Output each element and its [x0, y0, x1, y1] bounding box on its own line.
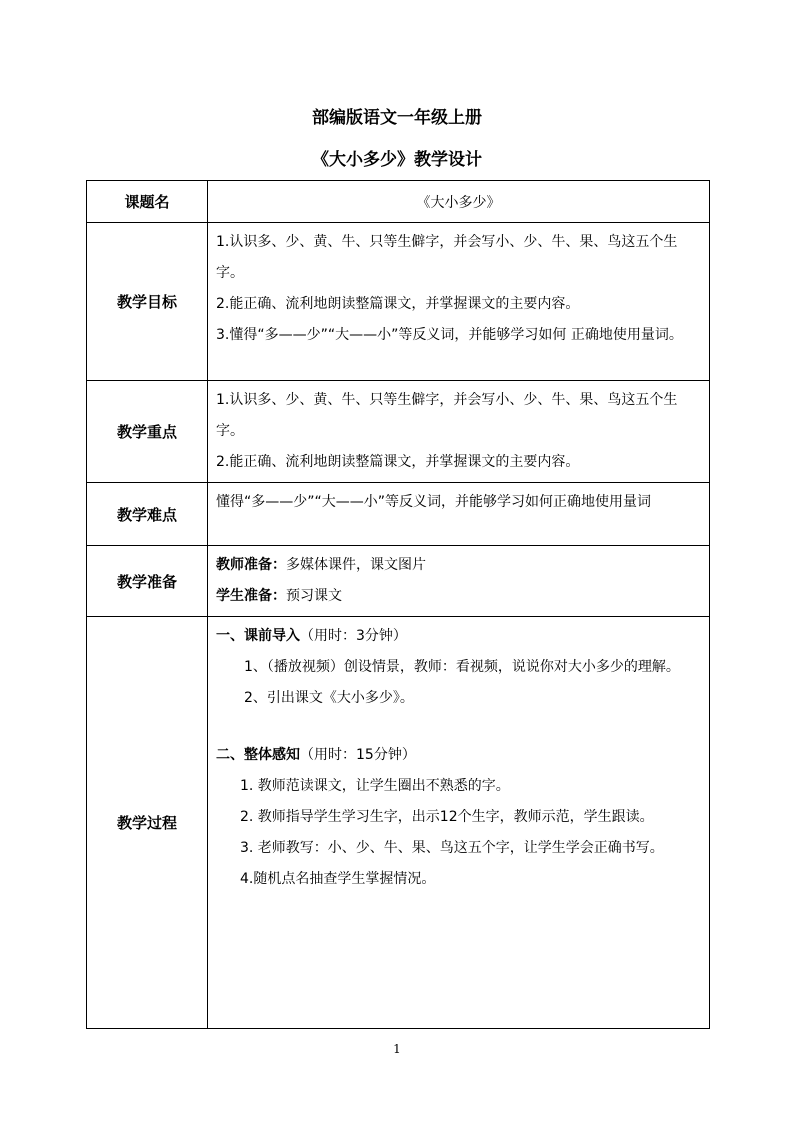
row-key-points: [87, 381, 710, 483]
preparation-content: [208, 546, 710, 617]
topic-label: 课题名: [87, 181, 208, 223]
row-topic: [87, 181, 710, 223]
page-number: 1: [393, 1042, 401, 1056]
document-subtitle: 《大小多少》教学设计: [312, 150, 482, 170]
teacher-preparation-text: 多媒体课件，课文图片: [286, 557, 426, 573]
objective-item: 1.认识多、少、黄、牛、只等生僻字，并会写小、少、牛、果、鸟这五个生字。: [216, 234, 678, 281]
preparation-label: 教学准备: [87, 546, 208, 617]
process-label: 教学过程: [87, 617, 208, 1029]
key-point-item: 1.认识多、少、黄、牛、只等生僻字，并会写小、少、牛、果、鸟这五个生字。: [216, 392, 678, 439]
objective-item: 3.懂得“多——少”“大——小”等反义词，并能够学习如何 正确地使用量词。: [216, 327, 683, 343]
process-item: 1. 教师范读课文，让学生圈出不熟悉的字。: [240, 778, 510, 794]
objective-item: 2.能正确、流利地朗读整篇课文，并掌握课文的主要内容。: [216, 296, 580, 312]
lesson-plan-table: [86, 180, 710, 1029]
key-points-label: 教学重点: [87, 381, 208, 483]
section2-time: （用时：15分钟）: [300, 747, 416, 763]
section-heading: [216, 621, 701, 652]
teacher-preparation: [216, 550, 701, 581]
row-difficulties: [87, 483, 710, 546]
process-item: 2. 教师指导学生学习生字，出示12个生字，教师示范，学生跟读。: [240, 809, 654, 825]
key-point-item: 2.能正确、流利地朗读整篇课文，并掌握课文的主要内容。: [216, 454, 580, 470]
row-preparation: [87, 546, 710, 617]
section1-heading: 一、课前导入: [216, 628, 300, 644]
topic-value: 《大小多少》: [208, 181, 710, 223]
student-preparation-text: 预习课文: [286, 588, 342, 604]
process-item: 3. 老师教写：小、少、牛、果、鸟这五个字，让学生学会正确书写。: [240, 840, 664, 856]
student-preparation-label: 学生准备：: [216, 588, 286, 604]
row-process: [87, 617, 710, 1029]
section1-time: （用时：3分钟）: [300, 628, 407, 644]
section2-heading: 二、整体感知: [216, 747, 300, 763]
spacer: [216, 714, 701, 740]
document-title: 部编版语文一年级上册: [312, 108, 482, 128]
teacher-preparation-label: 教师准备：: [216, 557, 286, 573]
section-heading: [216, 740, 701, 771]
objectives-content: [208, 223, 710, 381]
process-item: 2、引出课文《大小多少》。: [244, 690, 414, 706]
row-objectives: [87, 223, 710, 381]
key-points-content: [208, 381, 710, 483]
process-item: 4.随机点名抽查学生掌握情况。: [240, 871, 436, 887]
student-preparation: [216, 581, 701, 612]
process-item: 1、（播放视频）创设情景，教师：看视频，说说你对大小多少的理解。: [244, 659, 680, 675]
difficulties-content: 懂得“多——少”“大——小”等反义词，并能够学习如何正确地使用量词: [208, 483, 710, 546]
difficulties-label: 教学难点: [87, 483, 208, 546]
process-content: [208, 617, 710, 1029]
objectives-label: 教学目标: [87, 223, 208, 381]
